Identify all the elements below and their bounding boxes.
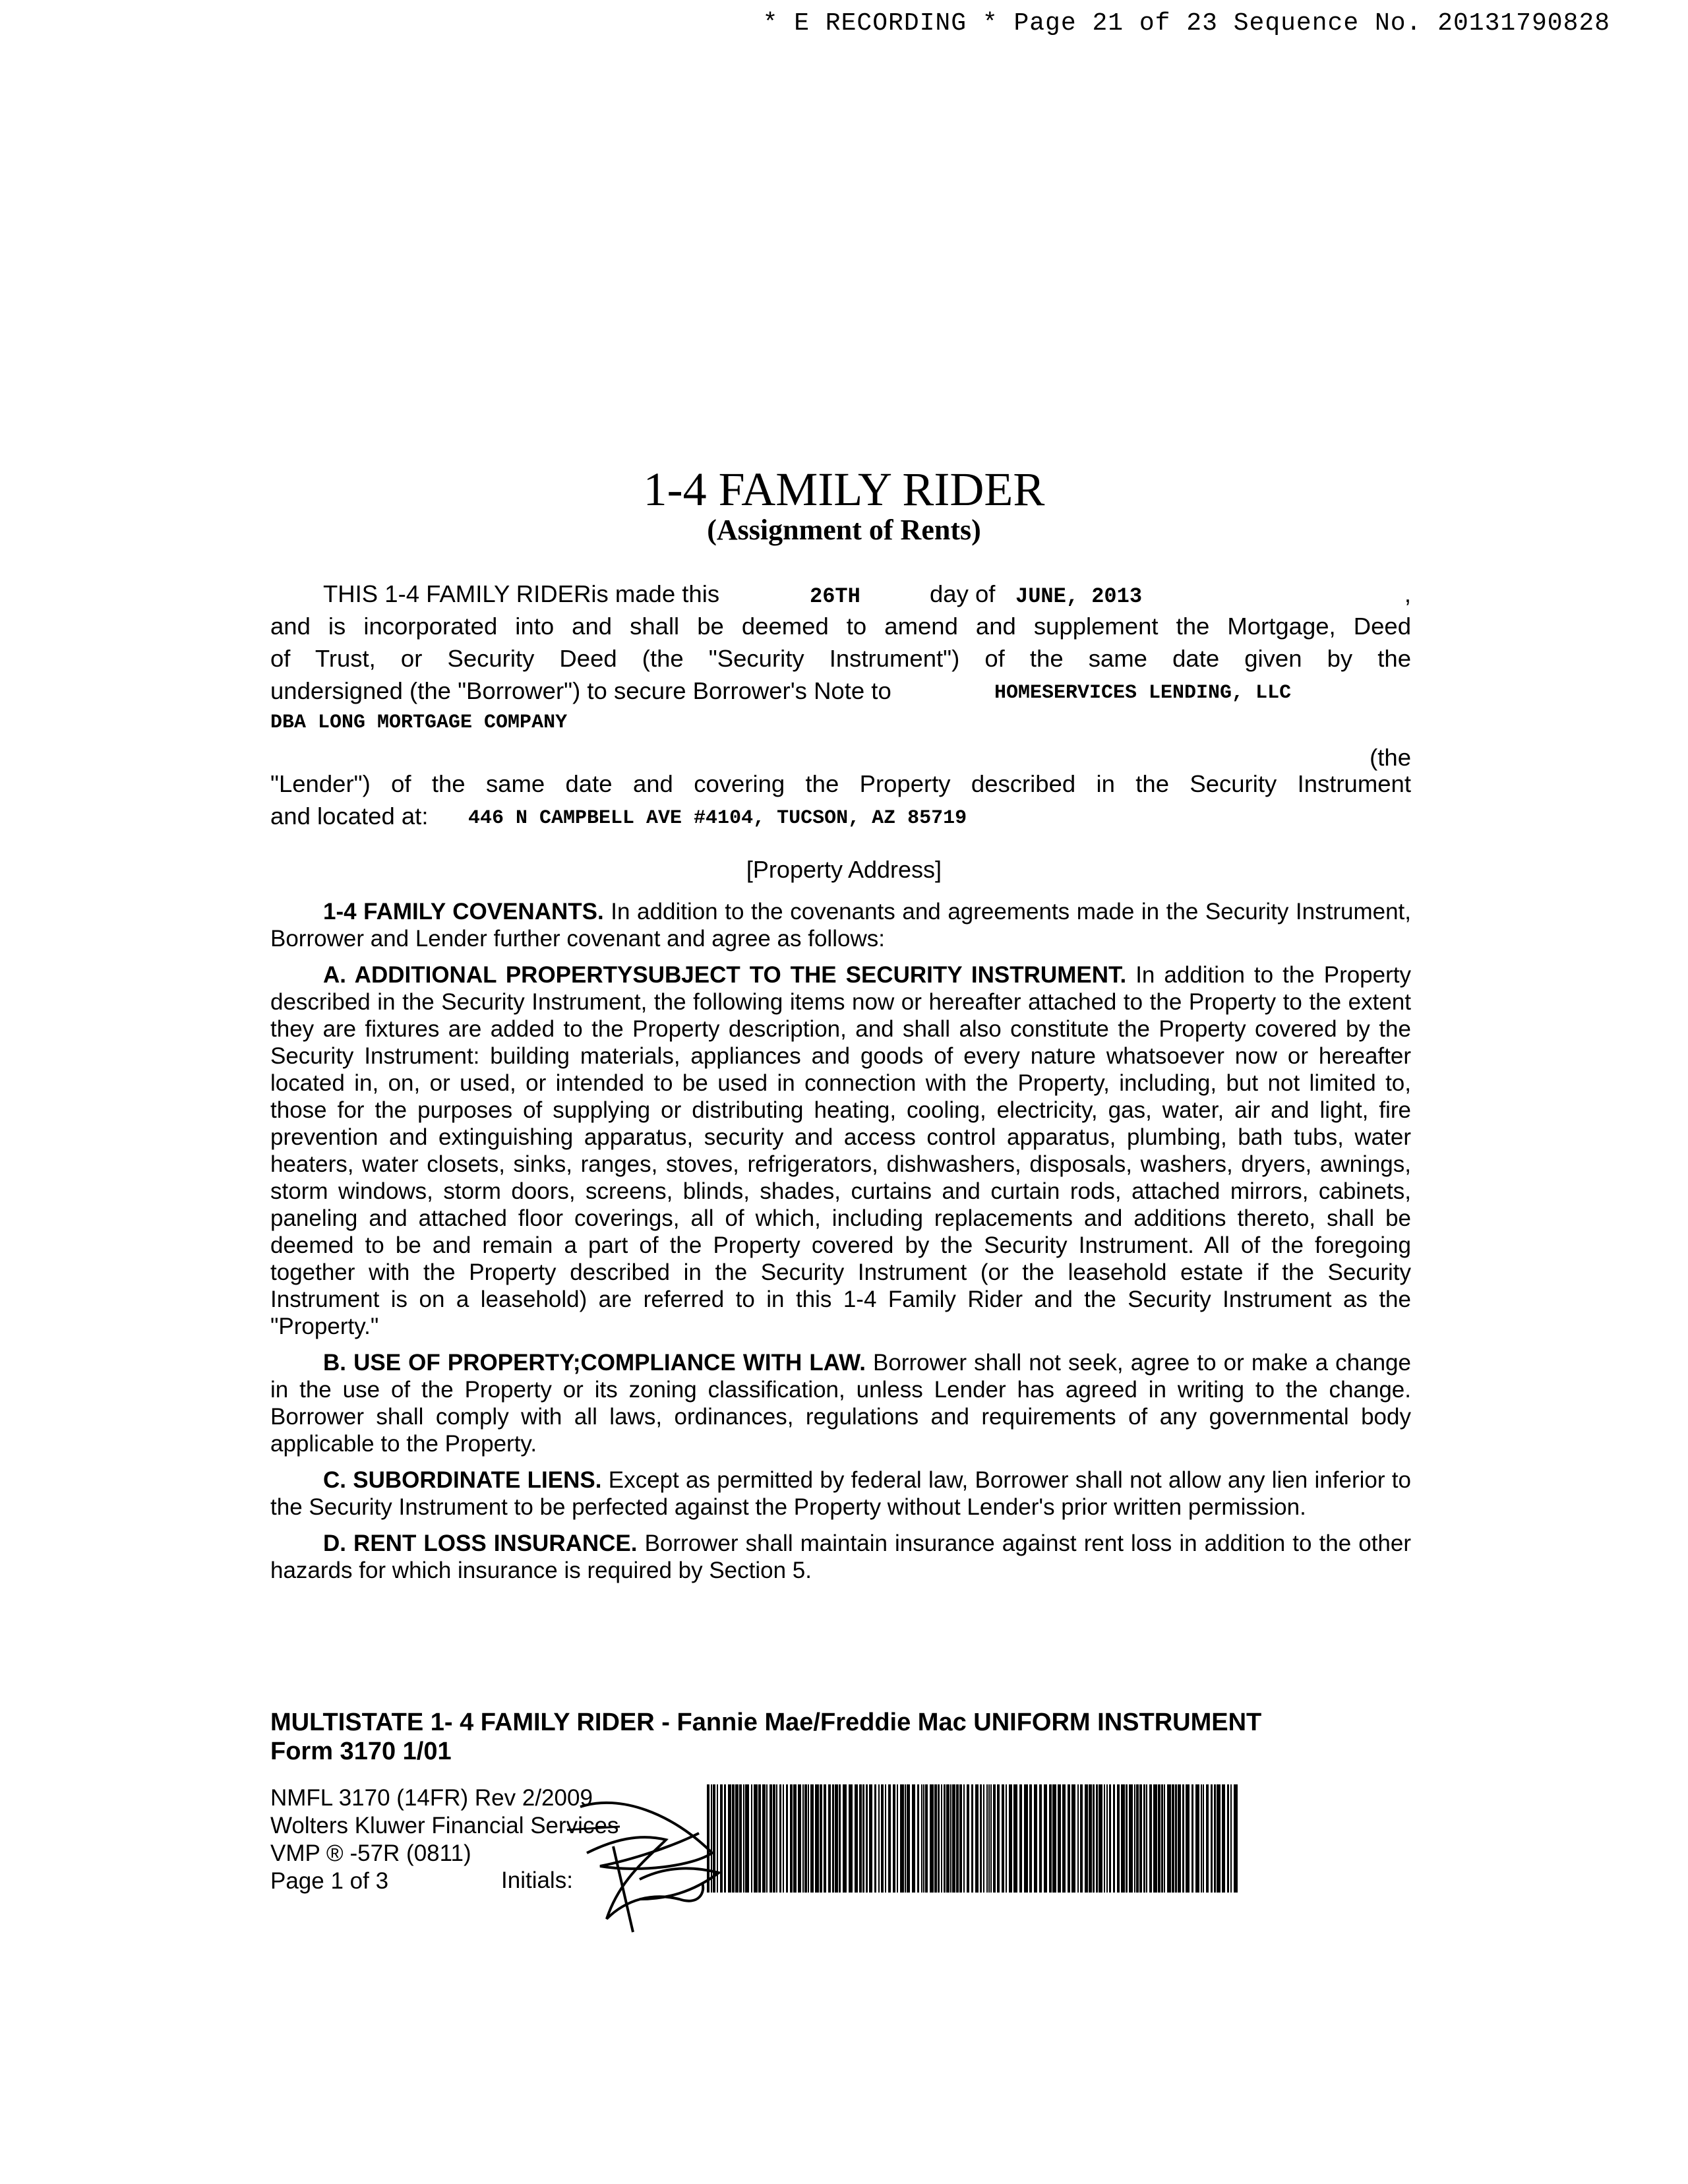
covenant-a-heading: A. ADDITIONAL PROPERTYSUBJECT TO THE SECURITY INSTRUMENT.: [323, 962, 1127, 988]
barcode-bar: [1206, 1784, 1209, 1893]
covenant-c-text: Except as permitted by federal law, Borrower shall not allow any lien inferior to the Security Instrument to be perfected against the Property without Lender's prior written permission.: [270, 1467, 1411, 1520]
page-number: Page 1 of 3: [270, 1868, 389, 1894]
barcode-bar: [1019, 1784, 1022, 1893]
barcode-bar: [923, 1784, 924, 1893]
barcode-bar: [815, 1784, 819, 1893]
barcode-bar: [1071, 1784, 1075, 1893]
barcode-bar: [930, 1784, 934, 1893]
form-code: NMFL 3170 (14FR) Rev 2/2009: [270, 1785, 593, 1811]
the-open-label: (the: [1370, 744, 1411, 771]
barcode-bar: [1158, 1784, 1160, 1893]
barcode-bar: [1234, 1784, 1238, 1893]
covenant-b-text: Borrower shall not seek, agree to or make a change in the use of the Property or its zoning classification, unless Lender has agreed in writing to the change. Borrower shall comply with all laws, ordinances, regulations and requirements of any governmental body applicable to the Property.: [270, 1350, 1411, 1457]
intro-line-4: [270, 675, 1411, 707]
barcode-bar: [938, 1784, 940, 1893]
barcode-bar: [1106, 1784, 1108, 1893]
barcode-bar: [1009, 1784, 1012, 1893]
barcode-bar: [963, 1784, 965, 1893]
barcode-bar: [956, 1784, 959, 1893]
barcode-bar: [855, 1784, 858, 1893]
intro-line-8: [270, 800, 1411, 832]
barcode-bar: [751, 1784, 752, 1893]
document-subtitle: (Assignment of Rents): [707, 514, 981, 546]
covenant-d-text: Borrower shall maintain insurance against rent loss in addition to the other hazards for which insurance is required by Section 5.: [270, 1531, 1411, 1583]
lender-name-field-1: HOMESERVICES LENDING, LLC: [994, 682, 1292, 704]
barcode-bar: [776, 1784, 777, 1893]
barcode-bar: [1172, 1784, 1174, 1893]
barcode-bar: [1002, 1784, 1004, 1893]
located-at-label: and located at:: [270, 803, 429, 830]
barcode-bar: [824, 1784, 826, 1893]
barcode-bar: [1203, 1784, 1204, 1893]
barcode-bar: [1109, 1784, 1111, 1893]
barcode-bar: [828, 1784, 831, 1893]
barcode-bar: [885, 1784, 886, 1893]
vmp-code: VMP ® -57R (0811): [270, 1840, 471, 1866]
intro-line-2: and is incorporated into and shall be deemed to amend and supplement the Mortgage, Deed: [270, 613, 1411, 640]
initials-label: Initials:: [501, 1867, 573, 1893]
barcode-bar: [990, 1784, 992, 1893]
form-footer-title-line1: MULTISTATE 1- 4 FAMILY RIDER - Fannie Mae/Freddie Mac UNIFORM INSTRUMENT: [270, 1709, 1262, 1736]
barcode-bar: [1175, 1784, 1177, 1893]
barcode-bar: [790, 1784, 793, 1893]
barcode-bar: [1134, 1784, 1135, 1893]
initials-signature: [541, 1767, 738, 1965]
day-field: 26TH: [810, 584, 860, 609]
barcode-bar: [783, 1784, 784, 1893]
covenant-b-heading: B. USE OF PROPERTY;COMPLIANCE WITH LAW.: [323, 1350, 866, 1376]
barcode-bar: [988, 1784, 990, 1893]
barcode-bar: [786, 1784, 788, 1893]
barcode-bar: [917, 1784, 919, 1893]
barcode-bar: [1126, 1784, 1128, 1893]
barcode-bar: [866, 1784, 868, 1893]
barcode-bar: [1214, 1784, 1216, 1893]
barcode-bar: [1201, 1784, 1202, 1893]
barcode-bar: [893, 1784, 895, 1893]
barcode-bar: [762, 1784, 766, 1893]
intro-line1-end: ,: [1404, 580, 1411, 607]
barcode-bar: [798, 1784, 801, 1893]
form-footer-title: [270, 1708, 1457, 1766]
barcode-bar: [1113, 1784, 1115, 1893]
barcode-image: [707, 1784, 1240, 1893]
barcode-bar: [1049, 1784, 1052, 1893]
barcode-bar: [869, 1784, 872, 1893]
barcode-bar: [808, 1784, 809, 1893]
barcode-bar: [905, 1784, 906, 1893]
barcode-bar: [967, 1784, 969, 1893]
barcode-bar: [1161, 1784, 1163, 1893]
intro-line-7: "Lender") of the same date and covering the Property described in the Security Instrument: [270, 770, 1411, 797]
barcode-bar: [1062, 1784, 1066, 1893]
recording-header: * E RECORDING * Page 21 of 23 Sequence No. 20131790828: [762, 9, 1610, 38]
barcode-bar: [1085, 1784, 1088, 1893]
barcode-bar: [758, 1784, 761, 1893]
barcode-bar: [952, 1784, 955, 1893]
barcode-bar: [1013, 1784, 1017, 1893]
barcode-bar: [986, 1784, 988, 1893]
barcode-bar: [1104, 1784, 1105, 1893]
barcode-bar: [1227, 1784, 1229, 1893]
barcode-bar: [1052, 1784, 1056, 1893]
barcode-bar: [1024, 1784, 1028, 1893]
barcode-bar: [1034, 1784, 1037, 1893]
barcode-bar: [1191, 1784, 1193, 1893]
barcode-bar: [1230, 1784, 1232, 1893]
barcode-bar: [1129, 1784, 1133, 1893]
barcode-bar: [1093, 1784, 1095, 1893]
barcode-bar: [1039, 1784, 1042, 1893]
barcode-bar: [1089, 1784, 1092, 1893]
barcode-bar: [1164, 1784, 1165, 1893]
barcode-bar: [1139, 1784, 1142, 1893]
barcode-bar: [959, 1784, 962, 1893]
covenant-a: [270, 961, 1411, 1340]
barcode-bar: [975, 1784, 979, 1893]
covenant-d-heading: D. RENT LOSS INSURANCE.: [323, 1531, 638, 1556]
barcode-bar: [1146, 1784, 1147, 1893]
barcode-bar: [1006, 1784, 1007, 1893]
barcode-bar: [802, 1784, 804, 1893]
barcode-bar: [921, 1784, 922, 1893]
barcode-bar: [1182, 1784, 1184, 1893]
intro-line4-prefix: undersigned (the "Borrower") to secure Borrower's Note to: [270, 677, 891, 704]
barcode-bar: [1167, 1784, 1171, 1893]
barcode-bar: [1068, 1784, 1070, 1893]
barcode-bar: [773, 1784, 775, 1893]
barcode-bar: [820, 1784, 822, 1893]
barcode-bar: [843, 1784, 847, 1893]
barcode-bar: [810, 1784, 814, 1893]
barcode-bar: [832, 1784, 834, 1893]
intro-paragraph: [270, 578, 1411, 832]
barcode-bar: [993, 1784, 996, 1893]
barcode-bar: [849, 1784, 853, 1893]
document-title: 1-4 FAMILY RIDER: [643, 463, 1045, 516]
barcode-bar: [754, 1784, 758, 1893]
barcode-bar: [1080, 1784, 1083, 1893]
barcode-bar: [1222, 1784, 1225, 1893]
barcode-bar: [881, 1784, 884, 1893]
covenants-intro-text: In addition to the covenants and agreements made in the Security Instrument, Borrower and Lender further covenant and agree as follows:: [270, 899, 1411, 952]
covenants-intro: [270, 898, 1411, 952]
barcode-bar: [859, 1784, 862, 1893]
barcode-bar: [1096, 1784, 1098, 1893]
publisher: Wolters Kluwer Financial Services: [270, 1813, 619, 1838]
barcode-bar: [888, 1784, 891, 1893]
covenant-a-text: In addition to the Property described in the Security Instrument, the following items now or hereafter attached to the Property to the extent they are fixtures are added to the Property description, and shall also constitute the Property covered by the Security Instrument: building materials, appliances and goods of every nature whatsoever now or hereafter located in, on, or used, or intended to be used in connection with the Property, including, but not limited to, those for the purposes of supplying or distributing heating, cooling, electricity, gas, water, air and light, fire prevention and extinguishing apparatus, security and access control apparatus, plumbing, bath tubs, water heaters, water closets, sinks, ranges, stoves, refrigerators, dishwashers, disposals, washers, dryers, awnings, storm windows, storm doors, screens, blinds, shades, curtains and curtain rods, attached mirrors, cabinets, paneling and attached floor coverings, all of which, including replacements and additions thereto, shall be deemed to be and remain a part of the Property covered by the Security Instrument. All of the foregoing together with the Property described in the Security Instrument (or the leasehold estate if the Security Instrument is on a leasehold) are referred to in this 1-4 Family Rider and the Security Instrument as the "Property.": [270, 962, 1411, 1339]
barcode-bar: [925, 1784, 928, 1893]
barcode-bar: [1195, 1784, 1199, 1893]
barcode-bar: [804, 1784, 807, 1893]
intro-line1-prefix: THIS 1-4 FAMILY RIDERis made this: [323, 580, 720, 607]
barcode-bar: [900, 1784, 904, 1893]
covenant-c: [270, 1467, 1411, 1521]
intro-line-3: of Trust, or Security Deed (the "Security Instrument") of the same date given by the: [270, 645, 1411, 672]
covenants-section: [270, 898, 1411, 1593]
barcode-bar: [941, 1784, 942, 1893]
barcode-bar: [766, 1784, 768, 1893]
barcode-bar: [835, 1784, 838, 1893]
form-footer-title-line2: Form 3170 1/01: [270, 1738, 452, 1765]
day-of-label: day of: [930, 580, 996, 607]
property-address-label: [Property Address]: [746, 856, 942, 883]
barcode-bar: [1029, 1784, 1032, 1893]
barcode-bar: [743, 1784, 744, 1893]
barcode-bar: [1077, 1784, 1079, 1893]
barcode-bar: [1117, 1784, 1120, 1893]
barcode-bar: [1211, 1784, 1213, 1893]
covenants-intro-lead: 1-4 FAMILY COVENANTS.: [323, 899, 604, 925]
barcode-bar: [944, 1784, 946, 1893]
barcode-bar: [897, 1784, 898, 1893]
barcode-bar: [793, 1784, 797, 1893]
barcode-bar: [745, 1784, 749, 1893]
barcode-bar: [946, 1784, 950, 1893]
barcode-bar: [739, 1784, 742, 1893]
barcode-bar: [1143, 1784, 1145, 1893]
barcode-bar: [1149, 1784, 1152, 1893]
barcode-bar: [1136, 1784, 1139, 1893]
barcode-bar: [1217, 1784, 1221, 1893]
property-address-field: 446 N CAMPBELL AVE #4104, TUCSON, AZ 85719: [468, 807, 967, 830]
month-year-field: JUNE, 2013: [1015, 584, 1143, 609]
barcode-bar: [983, 1784, 984, 1893]
barcode-bar: [950, 1784, 951, 1893]
intro-line-5: [270, 707, 1411, 736]
barcode-bar: [907, 1784, 910, 1893]
barcode-bar: [1121, 1784, 1125, 1893]
barcode-bar: [769, 1784, 772, 1893]
covenant-c-heading: C. SUBORDINATE LIENS.: [323, 1467, 602, 1493]
barcode-bar: [1058, 1784, 1061, 1893]
covenant-b: [270, 1349, 1411, 1457]
barcode-bar: [980, 1784, 982, 1893]
barcode-bar: [1178, 1784, 1181, 1893]
barcode-bar: [839, 1784, 841, 1893]
barcode-bar: [934, 1784, 937, 1893]
lender-name-field-2: DBA LONG MORTGAGE COMPANY: [270, 712, 568, 734]
barcode-bar: [779, 1784, 781, 1893]
covenant-d: [270, 1530, 1411, 1584]
barcode-bar: [997, 1784, 1000, 1893]
intro-line-6: [270, 736, 1411, 771]
barcode-bar: [878, 1784, 880, 1893]
barcode-bar: [912, 1784, 915, 1893]
barcode-bar: [1186, 1784, 1190, 1893]
barcode-bar: [971, 1784, 973, 1893]
barcode-bar: [1099, 1784, 1102, 1893]
barcode-bar: [874, 1784, 876, 1893]
barcode-bar: [1153, 1784, 1157, 1893]
barcode-bar: [1044, 1784, 1047, 1893]
intro-line-1: [270, 578, 1411, 610]
barcode-bar: [862, 1784, 864, 1893]
